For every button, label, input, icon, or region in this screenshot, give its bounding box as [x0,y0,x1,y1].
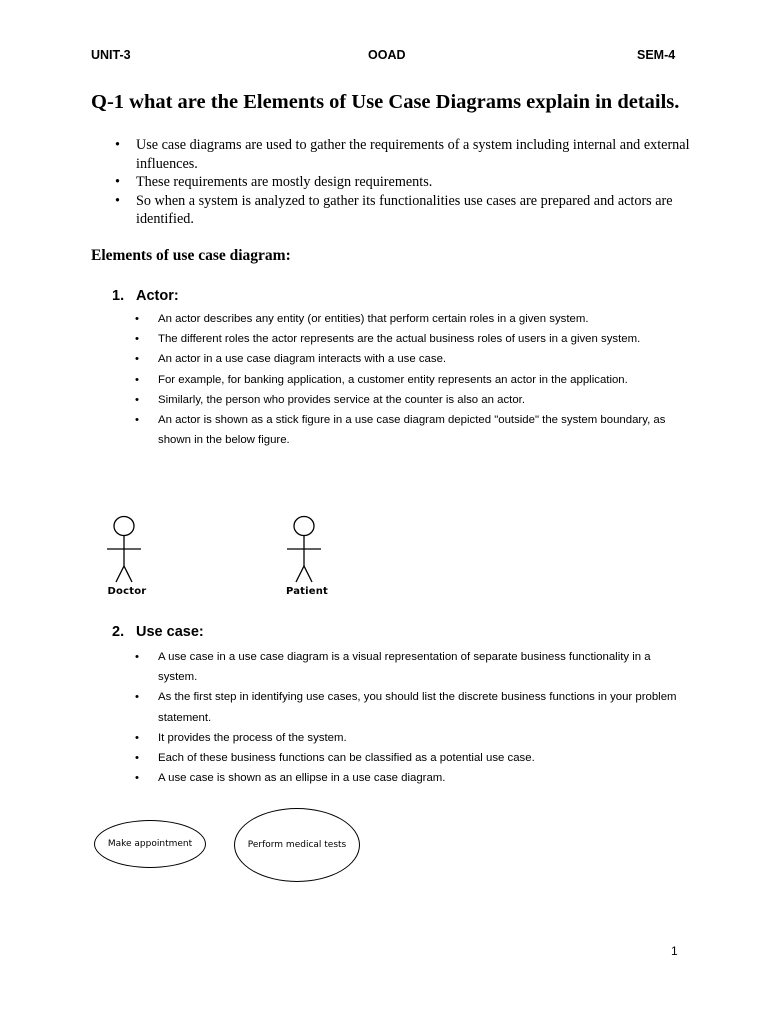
section-number: 1. [112,288,125,304]
page-title: Q-1 what are the Elements of Use Case Diagrams explain in details. [91,91,680,113]
use-case-ellipse-perform-medical-tests [234,808,360,882]
section-title: Use case: [136,624,204,640]
section-number: 2. [112,624,125,640]
actor-label-patient: Patient [285,586,329,597]
doctor-stick-figure [104,514,144,586]
intro-list [108,136,698,229]
section-title: Actor: [136,288,179,304]
header-unit: UNIT-3 [91,48,131,62]
list-item: • An actor describes any entity (or entities) that perform certain roles in a given system. [133,309,681,329]
list-item: • Each of these business functions can be classified as a potential use case. [133,748,681,768]
list-item: • A use case is shown as an ellipse in a use case diagram. [133,768,681,788]
use-case-bullet-list [133,647,681,788]
list-item: • An actor is shown as a stick figure in a use case diagram depicted "outside" the system boundary, as shown in the below figure. [133,410,681,450]
section-subheading: Elements of use case diagram: [91,247,291,264]
list-item: • It provides the process of the system. [133,728,681,748]
intro-bullet: • These requirements are mostly design requirements. [108,173,698,192]
list-item: • An actor in a use case diagram interacts with a use case. [133,349,681,369]
section-heading-use-case [112,624,204,640]
page-number: 1 [671,944,678,958]
list-item: • For example, for banking application, a customer entity represents an actor in the application. [133,370,681,390]
section-heading-actor [112,288,179,304]
list-item: • As the first step in identifying use cases, you should list the discrete business functions in your problem statement. [133,687,681,727]
use-case-label: Perform medical tests [247,840,347,850]
intro-bullet: • Use case diagrams are used to gather the requirements of a system including internal and external influences. [108,136,698,173]
use-case-ellipse-make-appointment [94,820,206,868]
actor-bullet-list [133,309,681,450]
use-case-label: Make appointment [107,839,193,849]
actor-label-doctor: Doctor [107,586,147,597]
intro-bullet: • So when a system is analyzed to gather its functionalities use cases are prepared and actors are identified. [108,192,698,229]
header-subject: OOAD [368,48,406,62]
list-item: • Similarly, the person who provides service at the counter is also an actor. [133,390,681,410]
list-item: • The different roles the actor represents are the actual business roles of users in a given system. [133,329,681,349]
list-item: • A use case in a use case diagram is a visual representation of separate business functionality in a system. [133,647,681,687]
header-semester: SEM-4 [637,48,676,62]
patient-stick-figure [284,514,324,586]
